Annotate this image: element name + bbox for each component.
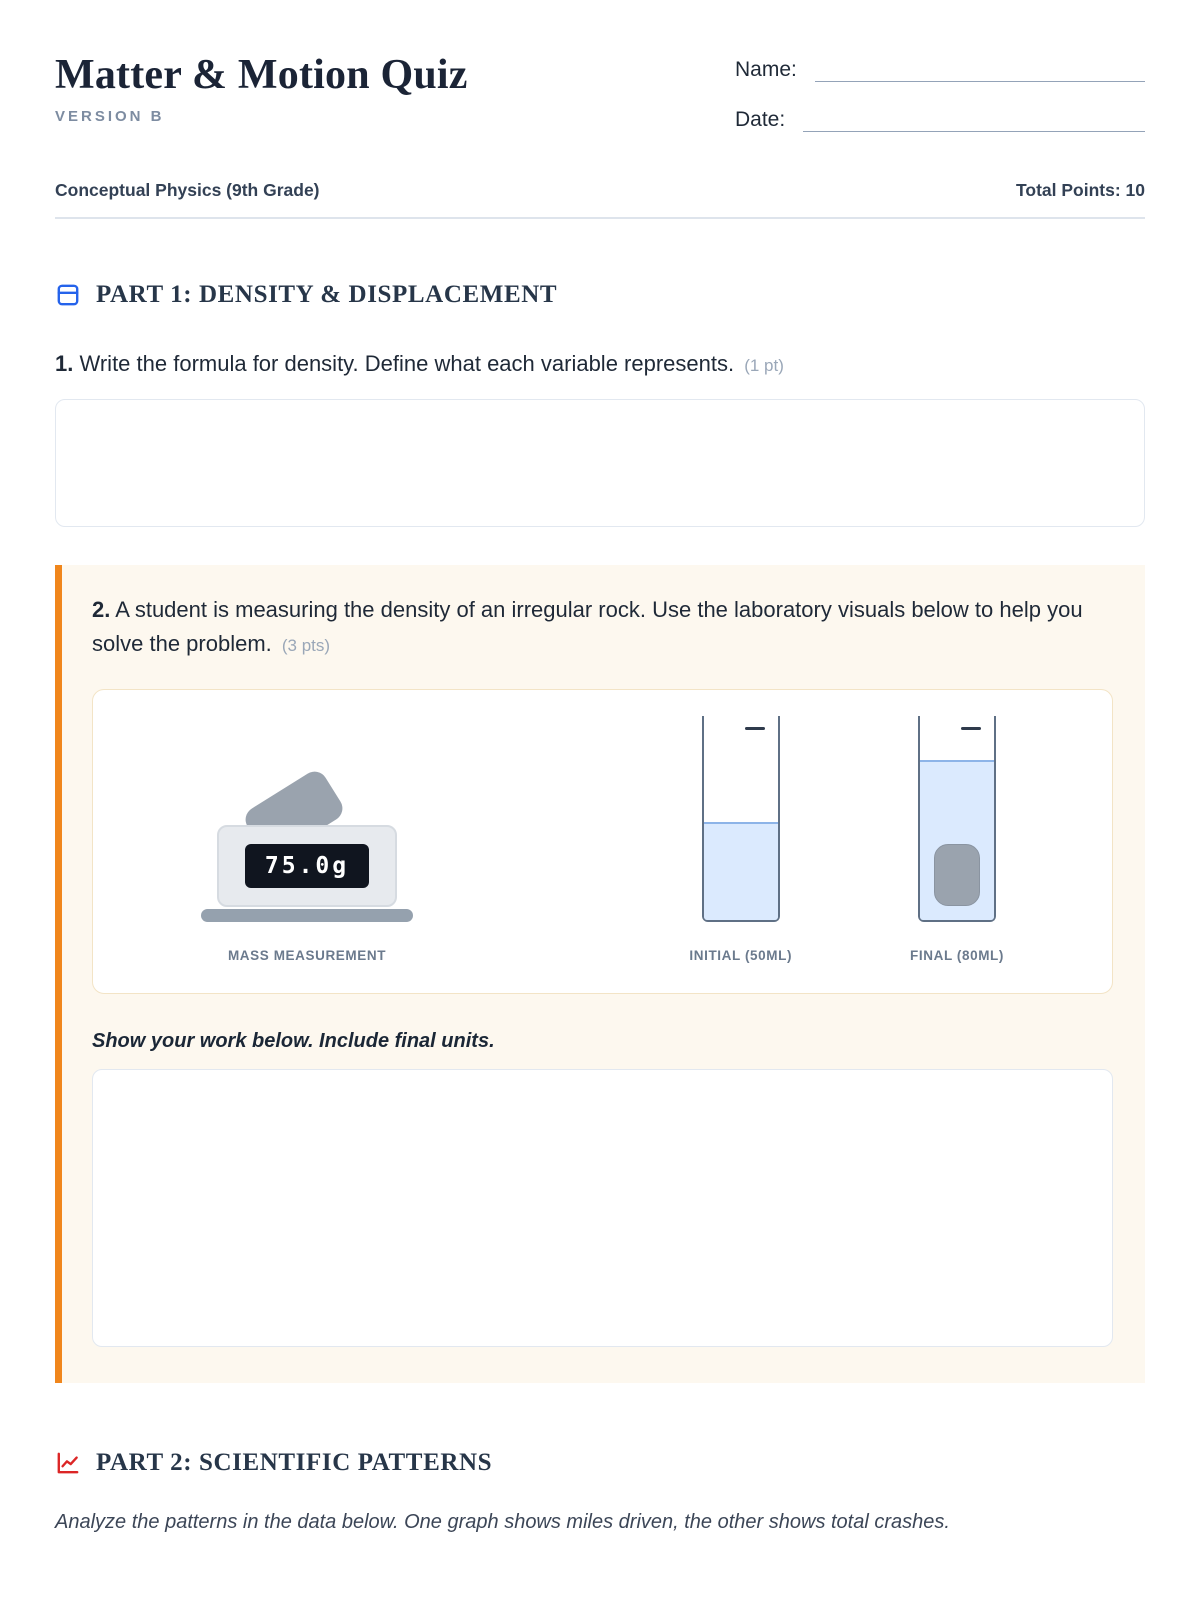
name-label: Name: — [735, 58, 797, 81]
initial-cylinder-label: INITIAL (50ML) — [689, 948, 793, 964]
digital-scale — [217, 825, 397, 907]
part2-heading-row — [55, 1449, 1145, 1477]
version-label: VERSION B — [55, 108, 165, 126]
student-fields — [735, 58, 1145, 158]
question-2-points: (3 pts) — [281, 636, 331, 656]
name-field-row — [735, 58, 1145, 82]
part2-section — [55, 1449, 1145, 1537]
initial-graduated-cylinder — [702, 716, 780, 922]
final-cylinder-figure — [910, 716, 1004, 963]
scale-base — [201, 909, 413, 922]
question-1-number: 1. — [55, 351, 74, 376]
initial-water-level — [704, 822, 778, 920]
final-water-level — [920, 760, 994, 920]
q2-answer-box[interactable] — [92, 1069, 1113, 1347]
density-section-icon — [55, 282, 81, 308]
graduation-mark — [961, 727, 981, 730]
question-2-block — [55, 565, 1145, 1383]
chart-section-icon — [55, 1450, 81, 1476]
scale-figure — [201, 787, 413, 963]
lab-visuals-panel — [92, 689, 1113, 994]
question-2-text: A student is measuring the density of an irregular rock. Use the laboratory visuals below to help you solve the problem. — [92, 597, 1083, 657]
part2-heading: PART 2: SCIENTIFIC PATTERNS — [96, 1449, 493, 1477]
question-1-points: (1 pt) — [744, 356, 784, 375]
question-1-text: Write the formula for density. Define what each variable represents. — [79, 351, 735, 376]
total-points: Total Points: 10 — [1016, 180, 1145, 200]
date-field-row — [735, 108, 1145, 132]
part1-section — [55, 281, 1145, 1383]
final-graduated-cylinder — [918, 716, 996, 922]
date-input-line[interactable] — [803, 110, 1145, 132]
part1-heading-row — [55, 281, 1145, 309]
question-2-number: 2. — [92, 597, 111, 623]
question-1 — [55, 347, 1145, 381]
quiz-header — [55, 52, 1145, 219]
part1-heading: PART 1: DENSITY & DISPLACEMENT — [96, 281, 558, 308]
q1-answer-box[interactable] — [55, 399, 1145, 527]
final-cylinder-label: FINAL (80ML) — [910, 948, 1004, 964]
part2-intro: Analyze the patterns in the data below. One graph shows miles driven, the other shows total crashes. — [55, 1511, 950, 1534]
submerged-rock — [934, 844, 980, 906]
question-2 — [92, 593, 1113, 661]
title-block — [55, 52, 468, 125]
cylinders-group — [689, 716, 1004, 963]
scale-figure-label: MASS MEASUREMENT — [227, 948, 387, 964]
initial-cylinder-figure — [689, 716, 792, 963]
show-work-prompt: Show your work below. Include final units. — [92, 1030, 495, 1053]
graduation-mark — [745, 727, 765, 730]
name-input-line[interactable] — [815, 60, 1145, 82]
scale-display: 75.0g — [245, 844, 369, 888]
course-label: Conceptual Physics (9th Grade) — [55, 180, 320, 200]
date-label: Date: — [735, 108, 786, 131]
quiz-title: Matter & Motion Quiz — [55, 52, 468, 98]
header-divider — [55, 217, 1145, 219]
